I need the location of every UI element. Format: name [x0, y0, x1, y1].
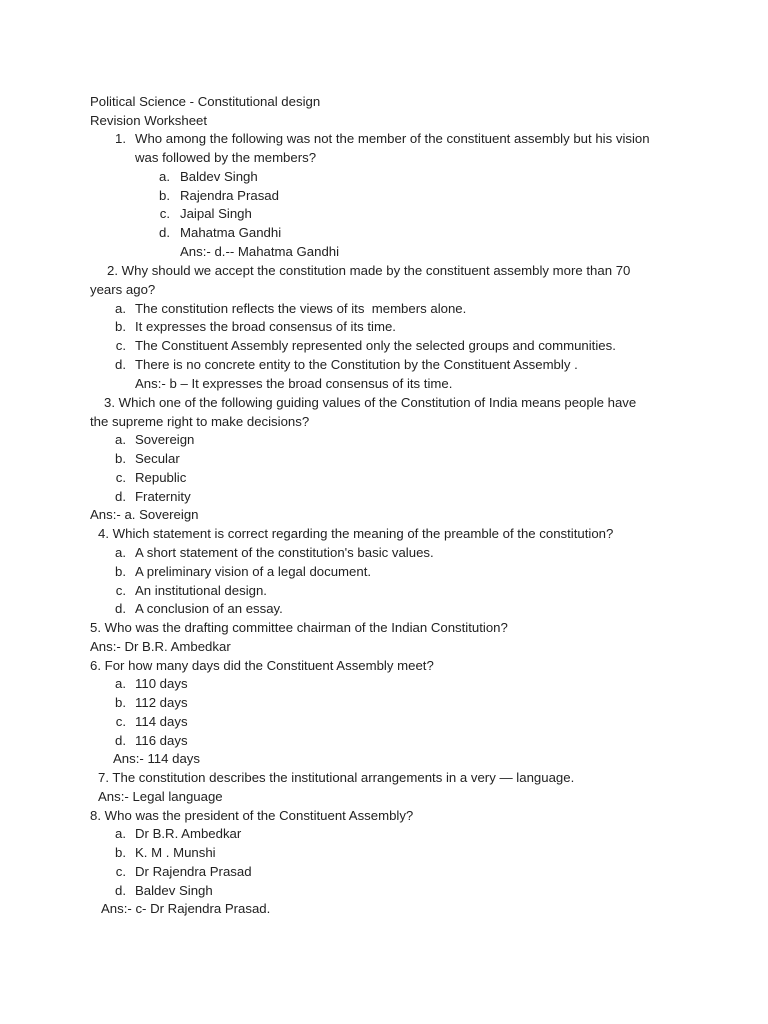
q8-answer: Ans:- c- Dr Rajendra Prasad.	[101, 901, 271, 916]
q6-option-b: 112 days	[135, 695, 188, 710]
q4-option-d: A conclusion of an essay.	[135, 601, 283, 616]
q1-option-a: Baldev Singh	[180, 169, 258, 184]
q5-answer: Ans:- Dr B.R. Ambedkar	[90, 639, 231, 654]
q3-option-c-marker: c.	[115, 470, 126, 485]
q6-option-c: 114 days	[135, 714, 188, 729]
q2-option-b: It expresses the broad consensus of its time.	[135, 319, 396, 334]
q6-answer: Ans:- 114 days	[113, 751, 200, 766]
q1-option-d-marker: d.	[159, 225, 170, 240]
q3-option-c: Republic	[135, 470, 187, 485]
q3-option-b-marker: b.	[115, 451, 126, 466]
q5-text: 5. Who was the drafting committee chairman of the Indian Constitution?	[90, 620, 508, 635]
q3-option-d: Fraternity	[135, 489, 191, 504]
q8-option-b-marker: b.	[115, 845, 126, 860]
q3-option-d-marker: d.	[115, 489, 126, 504]
q8-option-a-marker: a.	[115, 826, 126, 841]
q7-answer: Ans:- Legal language	[98, 789, 223, 804]
q7-text: 7. The constitution describes the institutional arrangements in a very — language.	[98, 770, 575, 785]
q1-text-line1: Who among the following was not the member of the constituent assembly but his vision	[135, 131, 650, 146]
q2-option-d: There is no concrete entity to the Constitution by the Constituent Assembly .	[135, 357, 578, 372]
q4-option-d-marker: d.	[115, 601, 126, 616]
q1-option-c-marker: c.	[159, 206, 170, 221]
q3-option-a: Sovereign	[135, 432, 195, 447]
q2-text-line2: years ago?	[90, 282, 156, 297]
q8-option-b: K. M . Munshi	[135, 845, 216, 860]
q1-answer: Ans:- d.-- Mahatma Gandhi	[180, 244, 340, 259]
q1-option-a-marker: a.	[159, 169, 170, 184]
q6-option-d: 116 days	[135, 733, 188, 748]
q8-option-d: Baldev Singh	[135, 883, 213, 898]
q3-option-a-marker: a.	[115, 432, 126, 447]
q8-option-c-marker: c.	[115, 864, 126, 879]
q2-option-a-marker: a.	[115, 301, 126, 316]
q2-option-c: The Constituent Assembly represented only the selected groups and communities.	[135, 338, 616, 353]
q6-option-a: 110 days	[135, 676, 188, 691]
document-title: Political Science - Constitutional design	[90, 94, 321, 109]
q8-option-a: Dr B.R. Ambedkar	[135, 826, 242, 841]
q8-option-d-marker: d.	[115, 883, 126, 898]
q2-option-d-marker: d.	[115, 357, 126, 372]
q4-option-c-marker: c.	[115, 583, 126, 598]
q1-number: 1.	[115, 131, 126, 146]
q6-option-b-marker: b.	[115, 695, 126, 710]
q4-option-b-marker: b.	[115, 564, 126, 579]
q8-option-c: Dr Rajendra Prasad	[135, 864, 252, 879]
q1-text-line2: was followed by the members?	[135, 150, 317, 165]
q6-option-c-marker: c.	[115, 714, 126, 729]
q4-text: 4. Which statement is correct regarding the meaning of the preamble of the constitution?	[98, 526, 614, 541]
q2-answer: Ans:- b – It expresses the broad consensus of its time.	[135, 376, 453, 391]
q1-option-b: Rajendra Prasad	[180, 188, 279, 203]
q2-text-line1: 2. Why should we accept the constitution made by the constituent assembly more than 70	[107, 263, 631, 278]
q4-option-c: An institutional design.	[135, 583, 267, 598]
q3-text-line2: the supreme right to make decisions?	[90, 414, 310, 429]
q4-option-a: A short statement of the constitution's basic values.	[135, 545, 434, 560]
q1-option-b-marker: b.	[159, 188, 170, 203]
document-subtitle: Revision Worksheet	[90, 113, 208, 128]
q2-option-a: The constitution reflects the views of its members alone.	[135, 301, 467, 316]
q8-text: 8. Who was the president of the Constituent Assembly?	[90, 808, 414, 823]
q2-option-b-marker: b.	[115, 319, 126, 334]
q1-option-d: Mahatma Gandhi	[180, 225, 282, 240]
q1-option-c: Jaipal Singh	[180, 206, 252, 221]
q6-option-d-marker: d.	[115, 733, 126, 748]
q6-option-a-marker: a.	[115, 676, 126, 691]
q2-option-c-marker: c.	[115, 338, 126, 353]
q3-option-b: Secular	[135, 451, 180, 466]
q4-option-a-marker: a.	[115, 545, 126, 560]
q4-option-b: A preliminary vision of a legal document.	[135, 564, 372, 579]
q3-answer: Ans:- a. Sovereign	[90, 507, 199, 522]
q6-text: 6. For how many days did the Constituent Assembly meet?	[90, 658, 434, 673]
q3-text-line1: 3. Which one of the following guiding values of the Constitution of India means people have	[104, 395, 637, 410]
